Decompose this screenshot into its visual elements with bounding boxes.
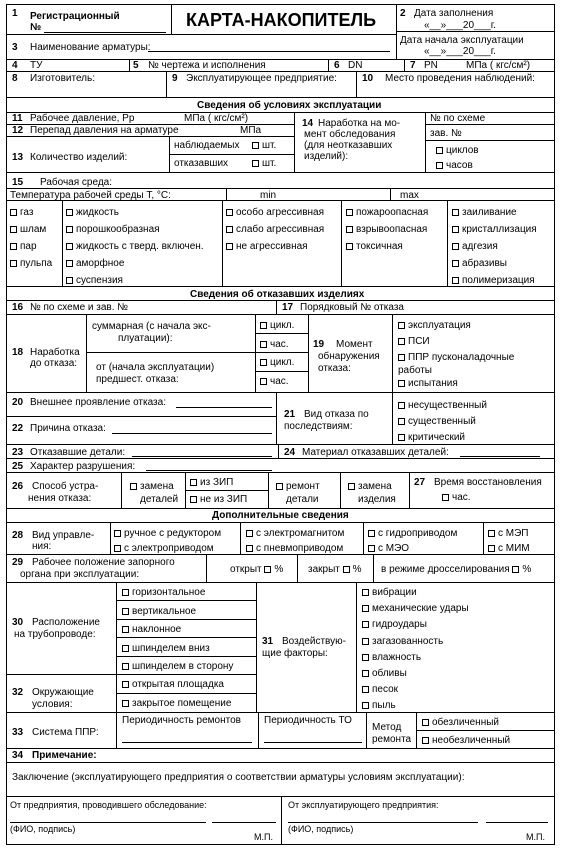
field-23-number: 23 (12, 447, 24, 458)
impact-factor-option-0[interactable] (362, 587, 417, 598)
runtime-since-label-2: предшест. отказа: (96, 374, 179, 385)
position-open[interactable]: открыт % (230, 564, 284, 575)
option-label: механические удары (372, 603, 469, 615)
pipeline-position-option-2[interactable] (122, 624, 181, 635)
remedy-not-from-spares[interactable]: не из ЗИП (190, 494, 247, 505)
field-34-label: Примечание: (32, 750, 97, 761)
field-18-label-2: до отказа: (30, 358, 78, 369)
option-label: полимеризация (462, 275, 535, 286)
field-31-number: 31 (262, 636, 274, 647)
consequence-minor[interactable]: несущественный (398, 400, 487, 411)
checkbox[interactable] (368, 530, 375, 537)
control-type-option-2[interactable] (246, 528, 344, 539)
checkbox[interactable] (122, 589, 129, 596)
impact-factor-option-4[interactable] (362, 652, 421, 663)
media-aggressiveness-option-2[interactable] (226, 241, 308, 252)
option-label: жидкость (76, 207, 119, 218)
media-type-option-1[interactable] (10, 224, 46, 235)
option-label: ручное с редуктором (124, 528, 222, 539)
option-label: кристаллизация (462, 224, 537, 235)
field-1-no: № (30, 22, 42, 33)
checkbox[interactable] (362, 621, 369, 628)
maintenance-period-label: Периодичность ТО (264, 715, 352, 726)
field-18-label-1: Наработка (30, 347, 80, 358)
media-type-option-2[interactable] (10, 241, 37, 252)
field-31-label-3: факторы: (284, 648, 328, 659)
field-13-label: Количество изделий: (30, 152, 128, 163)
option-label: закрытое помещение (132, 697, 232, 709)
checkbox[interactable] (10, 260, 17, 267)
field-32-label-2: условия: (32, 699, 73, 710)
media-aggressiveness-option-1[interactable] (226, 224, 324, 235)
cycles-checkbox[interactable]: циклов (436, 145, 479, 156)
checkbox[interactable] (362, 654, 369, 661)
impact-factor-option-1[interactable] (362, 603, 469, 614)
control-type-option-6[interactable] (488, 528, 528, 539)
checkbox[interactable] (10, 209, 17, 216)
conclusion-label: Заключение (эксплуатирующего предприятия о соответствии арматуры условиям эксплуатации): (12, 772, 465, 783)
field-13-number: 13 (12, 152, 24, 163)
impact-factor-option-6[interactable] (362, 684, 398, 695)
checkbox[interactable] (362, 686, 369, 693)
checkbox[interactable] (226, 243, 233, 250)
field-19-label-3: отказа: (318, 363, 351, 374)
option-label: с МЭП (498, 528, 529, 539)
option-label: песок (372, 684, 399, 696)
field-20-number: 20 (12, 397, 24, 408)
field-12-number: 12 (12, 125, 24, 136)
field-28-label-1: Вид управле- (32, 530, 95, 541)
option-label: с МИМ (498, 543, 530, 554)
field-27-label: Время восстановления (434, 477, 542, 488)
field-23-label: Отказавшие детали: (30, 447, 126, 458)
field-17-label: Порядковый № отказа (300, 302, 404, 313)
environment-option-0[interactable] (122, 679, 224, 690)
section-additional-title: Дополнительные сведения (212, 510, 349, 521)
field-33-label: Система ППР: (32, 727, 99, 738)
pipeline-position-option-3[interactable] (122, 643, 210, 654)
option-label: адгезия (462, 241, 498, 252)
field-14-label-3: (для неотказавших (304, 140, 393, 151)
field-4-number: 4 (12, 60, 18, 71)
stamp-right: М.П. (526, 832, 545, 842)
field-2-label: Дата заполнения (414, 8, 494, 19)
remedy-replace-item-line-2: изделия (358, 494, 396, 505)
field-30-label-2: на трубопроводе: (14, 629, 96, 640)
field-25-label: Характер разрушения: (30, 461, 136, 472)
field-13-failed-unit[interactable]: шт. (252, 158, 276, 169)
field-6-number: 6 (334, 60, 340, 71)
field-20-label: Внешнее проявление отказа: (30, 397, 166, 408)
checkbox[interactable] (488, 545, 495, 552)
pipeline-position-option-1[interactable] (122, 606, 196, 617)
option-label: вертикальное (132, 605, 197, 617)
control-type-option-5[interactable] (368, 543, 409, 554)
option-label: вибрации (372, 587, 417, 598)
field-11-units: МПа ( кгс/см²) (184, 113, 249, 124)
option-label: взрывоопасная (356, 224, 428, 235)
field-28-number: 28 (12, 530, 24, 541)
runtime-since-hours[interactable]: час. (260, 376, 289, 387)
media-hazard-option-2[interactable] (346, 241, 403, 252)
checkbox[interactable] (122, 626, 129, 633)
checkbox[interactable] (66, 226, 73, 233)
field-18-number: 18 (12, 347, 24, 358)
field-9-label: Эксплуатирующее предприятие: (186, 73, 337, 84)
checkbox[interactable] (452, 243, 459, 250)
signature-right-fio: (ФИО, подпись) (288, 824, 354, 834)
option-label: наклонное (132, 624, 182, 635)
field-15-label: Рабочая среда: (40, 177, 113, 188)
option-label: токсичная (356, 241, 403, 252)
field-24-number: 24 (284, 447, 296, 458)
temperature-label: Температура рабочей среды Т, °С: (10, 190, 171, 201)
option-label: жидкость с тверд. включен. (76, 241, 204, 252)
field-9-number: 9 (172, 73, 178, 84)
field-29-label-2: органа при эксплуатации: (20, 569, 140, 580)
checkbox[interactable] (362, 638, 369, 645)
repair-period-label: Периодичность ремонтов (122, 715, 241, 726)
field-3b-label: Дата начала эксплуатации (400, 35, 524, 46)
checkbox[interactable] (122, 663, 129, 670)
field-33-number: 33 (12, 727, 24, 738)
media-hazard-option-0[interactable] (346, 207, 428, 218)
option-label: с электромагнитом (256, 528, 345, 539)
field-10-number: 10 (362, 73, 374, 84)
pipeline-position-option-4[interactable] (122, 661, 233, 672)
option-label: пожароопасная (356, 207, 429, 218)
field-13-observed-unit[interactable]: шт. (252, 140, 276, 151)
section-failed-title: Сведения об отказавших изделиях (190, 289, 365, 300)
checkbox[interactable] (66, 277, 73, 284)
field-12-label: Перепад давления на арматуре (30, 125, 179, 136)
option-label: слабо агрессивная (236, 224, 325, 235)
remedy-repair-part-line-2: детали (286, 494, 319, 505)
field-3-input[interactable] (148, 51, 390, 52)
checkbox[interactable] (346, 243, 353, 250)
checkbox[interactable] (10, 243, 17, 250)
field-25-number: 25 (12, 461, 24, 472)
field-24-label: Материал отказавших деталей: (302, 447, 449, 458)
option-label: абразивы (462, 258, 507, 269)
control-type-option-3[interactable] (246, 543, 343, 554)
field-27-number: 27 (414, 477, 426, 488)
remedy-replace-item[interactable]: замена (348, 481, 392, 492)
checkbox[interactable] (488, 530, 495, 537)
checkbox[interactable] (246, 530, 253, 537)
option-label: шпинделем в сторону (132, 661, 234, 672)
field-20-input[interactable] (176, 407, 272, 408)
field-22-label: Причина отказа: (30, 423, 106, 434)
field-27-hours[interactable]: час. (442, 492, 471, 503)
scheme-number-label: № по схеме (430, 113, 486, 124)
temperature-max[interactable]: max (400, 190, 419, 201)
environment-option-1[interactable] (122, 698, 231, 709)
runtime-total-cycles[interactable]: цикл. (260, 320, 294, 331)
media-form-option-3[interactable] (66, 258, 124, 269)
checkbox[interactable] (246, 545, 253, 552)
repair-method-personal[interactable]: необезличенный (422, 735, 510, 746)
option-label: суспензия (76, 275, 123, 286)
option-label: загазованность (372, 635, 444, 647)
field-17-number: 17 (282, 302, 294, 313)
field-10-label: Место проведения наблюдений: (385, 73, 535, 84)
field-7-number: 7 (410, 60, 416, 71)
repair-method-impersonal[interactable]: обезличенный (422, 717, 499, 728)
runtime-total-label-2: плуатации): (118, 333, 173, 344)
field-7-units: МПа ( кгс/см²) (466, 60, 531, 71)
detection-commissioning[interactable]: ППР пусконаладочные (398, 352, 514, 363)
media-property-option-3[interactable] (452, 258, 507, 269)
checkbox[interactable] (362, 670, 369, 677)
field-2-value[interactable]: «__»___20___г. (424, 20, 496, 31)
field-3-label: Наименование арматуры: (30, 42, 151, 53)
checkbox[interactable] (452, 277, 459, 284)
checkbox[interactable] (114, 545, 121, 552)
field-6-label: DN (348, 60, 363, 71)
checkbox[interactable] (362, 605, 369, 612)
field-3-number: 3 (12, 42, 18, 53)
remedy-replace-parts[interactable]: замена (130, 481, 174, 492)
option-label: гидроудары (372, 619, 427, 631)
detection-psi[interactable]: ПСИ (398, 336, 430, 347)
signature-right-label: От эксплуатирующего предприятия: (288, 800, 439, 810)
detection-testing[interactable]: испытания (398, 378, 458, 389)
field-31-label-2: щие (262, 648, 282, 659)
signature-left-label: От предприятия, проводившего обследование: (10, 800, 207, 810)
field-15-number: 15 (12, 177, 24, 188)
form-title: КАРТА-НАКОПИТЕЛЬ (186, 10, 377, 30)
field-14-number: 14 (302, 118, 314, 129)
impact-factor-option-7[interactable] (362, 700, 396, 711)
field-23-input[interactable] (132, 456, 272, 457)
maintenance-period-input[interactable] (264, 742, 362, 743)
field-11-number: 11 (12, 113, 23, 124)
field-14-label-2: мент обследования (304, 129, 396, 140)
option-label: обливы (372, 668, 407, 679)
option-label: с электроприводом (124, 543, 214, 554)
stamp-left: М.П. (254, 832, 273, 842)
media-property-option-1[interactable] (452, 224, 537, 235)
checkbox[interactable] (66, 260, 73, 267)
control-type-option-1[interactable] (114, 543, 214, 554)
media-hazard-option-1[interactable] (346, 224, 427, 235)
checkbox[interactable] (122, 681, 129, 688)
field-14-label-4: изделий): (304, 151, 349, 162)
checkbox[interactable] (122, 608, 129, 615)
field-19-label-2: обнаружения (318, 351, 380, 362)
field-24-input[interactable] (460, 456, 540, 457)
repair-method-label-1: Метод (372, 722, 402, 733)
control-type-option-7[interactable] (488, 543, 530, 554)
consequence-critical[interactable]: критический (398, 432, 465, 443)
checkbox[interactable] (226, 226, 233, 233)
field-34-number: 34 (12, 750, 24, 761)
field-21-label-2: последствиям: (284, 421, 353, 432)
field-8-label: Изготовитель: (30, 73, 95, 84)
media-form-option-2[interactable] (66, 241, 204, 252)
remedy-repair-part[interactable]: ремонт (276, 481, 320, 492)
field-13-observed-label: наблюдаемых (174, 140, 240, 151)
field-32-label-1: Окружающие (32, 687, 94, 698)
serial-number-label: зав. № (430, 128, 462, 139)
checkbox[interactable] (368, 545, 375, 552)
media-form-option-4[interactable] (66, 275, 123, 286)
media-property-option-0[interactable] (452, 207, 517, 218)
checkbox[interactable] (346, 209, 353, 216)
remedy-replace-parts-line-2: деталей (140, 494, 179, 505)
option-label: с МЭО (378, 543, 410, 554)
option-label: особо агрессивная (236, 207, 325, 218)
option-label: газ (20, 207, 34, 218)
repair-period-input[interactable] (122, 742, 252, 743)
field-14-label-1: Наработка на мо- (318, 118, 401, 129)
option-label: с гидроприводом (378, 528, 458, 539)
hours-checkbox[interactable]: часов (436, 160, 473, 171)
field-19-number: 19 (313, 339, 325, 350)
field-8-number: 8 (12, 73, 18, 84)
remedy-from-spares[interactable]: из ЗИП (190, 477, 233, 488)
signature-right-line-2[interactable] (486, 822, 548, 823)
checkbox[interactable] (226, 209, 233, 216)
option-label: пар (20, 241, 37, 252)
field-21-label-1: Вид отказа по (304, 409, 369, 420)
checkbox[interactable] (66, 243, 73, 250)
option-label: с пневмоприводом (256, 543, 344, 554)
field-4-label: ТУ (30, 60, 43, 71)
option-label: не агрессивная (236, 241, 308, 252)
detection-commissioning-line-2: работы (398, 365, 432, 376)
checkbox[interactable] (346, 226, 353, 233)
checkbox[interactable] (452, 226, 459, 233)
checkbox[interactable] (362, 589, 369, 596)
field-3b-value[interactable]: «__»___20___г. (424, 46, 496, 57)
checkbox[interactable] (452, 209, 459, 216)
field-7-label: PN (424, 60, 438, 71)
field-19-label-1: Момент (336, 339, 373, 350)
media-form-option-0[interactable] (66, 207, 119, 218)
section-operating-title: Сведения об условиях эксплуатации (197, 100, 382, 111)
option-label: заиливание (462, 207, 517, 218)
option-label: порошкообразная (76, 224, 160, 235)
field-11-label: Рабочее давление, Рр (30, 113, 135, 124)
field-32-number: 32 (12, 687, 24, 698)
checkbox[interactable] (66, 209, 73, 216)
signature-left-line-2[interactable] (212, 822, 276, 823)
checkbox[interactable] (452, 260, 459, 267)
field-25-input[interactable] (146, 470, 272, 471)
checkbox[interactable] (10, 226, 17, 233)
runtime-total-label-1: суммарная (с начала экс- (92, 321, 211, 332)
field-12-units: МПа (240, 125, 262, 136)
field-29-number: 29 (12, 557, 24, 568)
field-31-label-1: Воздействую- (282, 636, 346, 647)
field-16-label: № по схеме и зав. № (30, 302, 129, 313)
option-label: шлам (20, 224, 47, 235)
impact-factor-option-5[interactable] (362, 668, 407, 679)
position-throttling[interactable]: в режиме дросселирования % (381, 564, 532, 575)
impact-factor-option-2[interactable] (362, 619, 427, 630)
field-26-label-2: нения отказа: (28, 493, 92, 504)
signature-right-line[interactable] (288, 822, 478, 823)
runtime-since-label-1: от (начала эксплуатации) (96, 362, 215, 373)
field-21-number: 21 (284, 409, 296, 420)
option-label: влажность (372, 651, 422, 663)
field-2-number: 2 (400, 8, 406, 19)
field-1-number: 1 (12, 8, 18, 19)
media-type-option-0[interactable] (10, 207, 33, 218)
signature-left-fio: (ФИО, подпись) (10, 824, 76, 834)
field-22-number: 22 (12, 423, 24, 434)
detection-operation[interactable]: эксплуатация (398, 320, 471, 331)
temperature-min[interactable]: min (260, 190, 277, 201)
position-closed[interactable]: закрыт % (308, 564, 362, 575)
field-16-number: 16 (12, 302, 24, 313)
checkbox[interactable] (114, 530, 121, 537)
field-1-input[interactable] (44, 32, 166, 33)
control-type-option-0[interactable] (114, 528, 221, 539)
media-type-option-3[interactable] (10, 258, 52, 269)
field-29-label-1: Рабочее положение запорного (32, 557, 175, 568)
signature-left-line[interactable] (10, 822, 206, 823)
repair-method-label-2: ремонта (372, 734, 412, 745)
option-label: шпинделем вниз (132, 642, 210, 654)
media-property-option-2[interactable] (452, 241, 498, 252)
checkbox[interactable] (122, 645, 129, 652)
checkbox[interactable] (362, 702, 369, 709)
field-13-failed-label: отказавших (174, 158, 229, 169)
runtime-since-cycles[interactable]: цикл. (260, 357, 294, 368)
option-label: аморфное (76, 258, 125, 269)
impact-factor-option-3[interactable] (362, 636, 443, 647)
media-form-option-1[interactable] (66, 224, 160, 235)
field-5-label: № чертежа и исполнения (148, 60, 266, 71)
option-label: открытая площадка (132, 679, 224, 690)
consequence-significant[interactable]: существенный (398, 416, 476, 427)
field-5-number: 5 (133, 60, 139, 71)
option-label: пульпа (20, 258, 53, 269)
option-label: пыль (372, 700, 396, 712)
pipeline-position-option-0[interactable] (122, 587, 205, 598)
runtime-total-hours[interactable]: час. (260, 339, 289, 350)
field-30-number: 30 (12, 617, 24, 628)
field-26-label-1: Способ устра- (32, 481, 99, 492)
option-label: горизонтальное (132, 587, 206, 598)
control-type-option-4[interactable] (368, 528, 457, 539)
media-aggressiveness-option-0[interactable] (226, 207, 324, 218)
checkbox[interactable] (122, 700, 129, 707)
field-1-label: Регистрационный (30, 11, 120, 22)
media-property-option-4[interactable] (452, 275, 535, 286)
field-30-label-1: Расположение (32, 617, 100, 628)
field-26-number: 26 (12, 481, 24, 492)
field-28-label-2: ния: (32, 541, 52, 552)
field-22-input[interactable] (112, 433, 272, 434)
